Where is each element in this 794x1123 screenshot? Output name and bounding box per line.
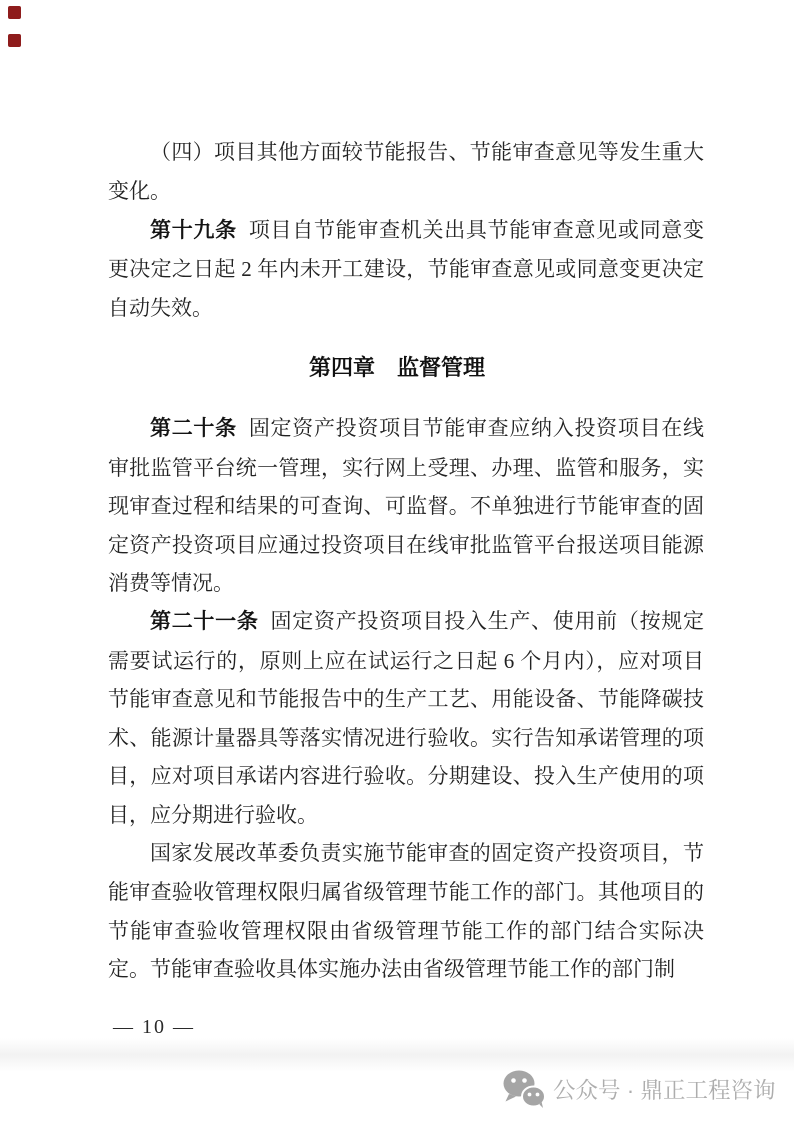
paragraph-article-19 xyxy=(108,211,704,327)
document-body xyxy=(108,133,704,989)
paragraph-text: （四）项目其他方面较节能报告、节能审查意见等发生重大变化。 xyxy=(108,140,704,204)
article-number: 第十九条 xyxy=(150,218,237,242)
paragraph-article-21 xyxy=(108,602,704,833)
article-number: 第二十条 xyxy=(150,417,237,441)
paragraph-ndrc-acceptance xyxy=(108,834,704,989)
page-number: — 10 — xyxy=(113,1016,195,1038)
paragraph-item-4-change xyxy=(108,133,704,211)
chapter-heading: 第四章 监督管理 xyxy=(308,355,485,381)
wechat-icon xyxy=(503,1070,545,1108)
paragraph-text: 固定资产投资项目投入生产、使用前（按规定需要试运行的，原则上应在试运行之日起 6 个月内），应对项目节能审查意见和节能报告中的生产工艺、用能设备、节能降碳技术、能源计量器具等落实情况进行验收。实行告知承诺管理的项目，应对项目承诺内容进行验收。分期建设、投入生产使用的项目，应分期进行验收。 xyxy=(108,609,705,827)
paragraph-text: 固定资产投资项目节能审查应纳入投资项目在线审批监管平台统一管理，实行网上受理、办理、监管和服务，实现审查过程和结果的可查询、可监督。不单独进行节能审查的固定资产投资项目应通过投资项目在线审批监管平台报送项目能源消费等情况。 xyxy=(108,416,705,596)
page-edge-shadow xyxy=(0,1038,794,1072)
paragraph-text: 项目自节能审查机关出具节能审查意见或同意变更决定之日起 2 年内未开工建设，节能审查意见或同意变更决定自动失效。 xyxy=(108,217,705,320)
red-corner-marker-bottom xyxy=(8,34,21,47)
red-corner-marker-top xyxy=(8,6,21,19)
paragraph-text: 国家发展改革委负责实施节能审查的固定资产投资项目，节能审查验收管理权限归属省级管理节能工作的部门。其他项目的节能审查验收管理权限由省级管理节能工作的部门结合实际决定。节能审查验收具体实施办法由省级管理节能工作的部门制 xyxy=(108,840,704,982)
paragraph-article-20 xyxy=(108,409,704,602)
watermark-text: 公众号 · 鼎正工程咨询 xyxy=(553,1078,776,1103)
article-number: 第二十一条 xyxy=(150,610,259,634)
watermark xyxy=(503,1068,776,1110)
